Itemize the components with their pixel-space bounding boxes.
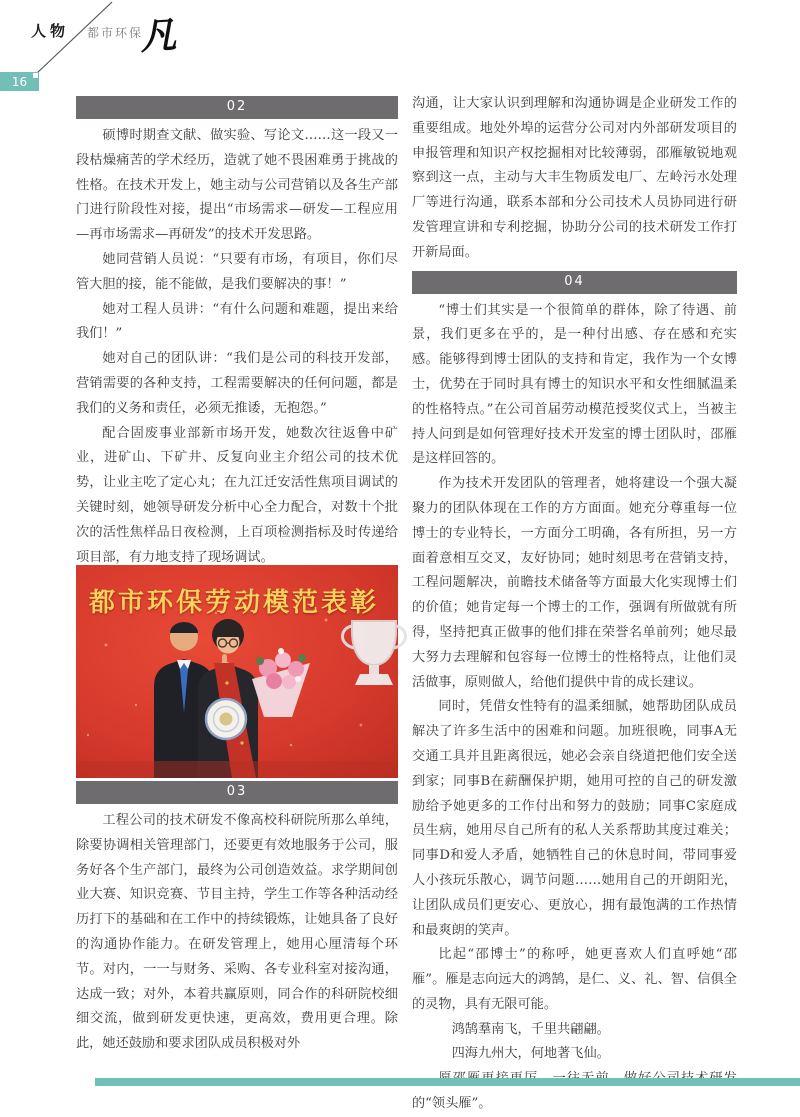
stage-floor: [76, 761, 398, 778]
tab-notch: [33, 73, 38, 78]
paragraph-closing: 的“领头雁”。: [412, 1096, 492, 1112]
paragraph: 同时，凭借女性特有的温柔细腻，她帮助团队成员解决了许多生活中的困难和问题。加班很晚，同事A无交通工具并且距离很远，她必会亲自绕道把他们安全送到家；同事B在薪酬保护期，她用可控的自己的研发激励给予她更多的工作付出和努力的鼓励；同事C家庭成员生病，她用尽自己所有的私人关系帮助其度过难关；同事D和爱人矛盾，她牺牲自己的休息时间，带同事爱人小孩玩乐散心，调节问题……她用自己的开朗阳光，让团队成员们更安心、更放心，拥有最饱满的工作热情和最爽朗的笑声。: [412, 699, 737, 938]
paragraph: 工程公司的技术研发不像高校科研院所那么单纯，除要协调相关管理部门，还要更有效地服务于公司，服务好各个生产部门，最终为公司创造效益。求学期间创业大赛、知识竞赛、节目主持，学生工作等各种活动经历打下的基础和在工作中的持续锻炼，让她具备了良好的沟通协作能力。在研发管理上，她用心厘清每个环节。对内，一一与财务、采购、各专业科室对接沟通，达成一致；对外，本着共赢原则，同合作的科研院校细细交流，做到研发更快速，更高效，费用更合理。除此，她还鼓励和要求团队成员积极对外: [76, 813, 398, 1052]
paragraph: 她同营销人员说：“只要有市场，有项目，你们尽管大胆的接，能不能做，是我们要解决的事！”: [76, 251, 398, 292]
award-plate: [206, 699, 246, 739]
poem-line: 鸿鹄羣南飞，千里共翩翩。: [451, 1021, 610, 1037]
right-column: [412, 92, 737, 1117]
footer-accent-bar: [95, 1078, 800, 1086]
left-column-section-02: [76, 96, 398, 570]
brand-logo-glyph: 凡: [138, 13, 178, 59]
section-03-header: 03: [76, 781, 398, 804]
left-column-section-03: [76, 781, 398, 1057]
page-number: 16: [11, 74, 28, 89]
paragraph: 她对工程人员讲：“有什么问题和难题，提出来给我们！”: [76, 301, 398, 342]
photo-banner-text: 都市环保劳动模范表彰: [89, 588, 380, 618]
section-04-header: 04: [412, 271, 737, 294]
paragraph: 配合固废事业部新市场开发，她数次往返鲁中矿业，进矿山、下矿井、反复向业主介绍公司的技术优势，让业主吃了定心丸；在九江迁安活性焦项目调试的关键时刻，她领导研发分析中心全力配合，对数十个批次的活性焦样品日夜检测，上百项检测指标及时传递给项目部，有力地支持了现场调试。: [76, 425, 398, 565]
paragraph: 比起“邵博士”的称呼，她更喜欢人们直呼她“邵雁”。雁是志向远大的鸿鹄，是仁、义、礼、智、信俱全的灵物，具有无限可能。: [412, 947, 737, 1012]
paragraph: 硕博时期查文献、做实验、写论文……这一段又一段枯燥痛苦的学术经历，造就了她不畏困难勇于挑战的性格。在技术开发上，她主动与公司营销以及各生产部门进行阶段性对接，提出“市场需求—研发—工程应用—再市场需求—再研发”的技术开发思路。: [76, 128, 398, 243]
paragraph: 作为技术开发团队的管理者，她将建设一个强大凝聚力的团队体现在工作的方方面面。她充分尊重每一位博士的专业特长，一方面分工明确，各有所担，另一方面着意相互交叉，友好协同；她时刻思考在营销支持，工程问题解决，前瞻技术储备等方面最大化实现博士们的价值；她肯定每一个博士的工作，强调有所做就有所得，坚持把真正做事的他们排在荣誉名单前列；她尽最大努力去理解和包容每一位博士的性格特点，让他们灵活做事，原则做人，给他们提供中肯的成长建议。: [412, 476, 737, 690]
section-kicker: 人物: [31, 22, 70, 40]
paragraph: “博士们其实是一个很简单的群体，除了待遇、前景，我们更多在乎的，是一种付出感、存在感和充实感。能够得到博士团队的支持和肯定，我作为一个女博士，优势在于同时具有博士的知识水平和女性细腻温柔的性格特点。”在公司首届劳动模范授奖仪式上，当被主持人问到是如何管理好技术开发室的博士团队时，邵雁是这样回答的。: [412, 302, 737, 467]
page-number-tab: [0, 72, 39, 91]
brand-name: 都市环保: [87, 26, 144, 40]
paragraph-continuation: 沟通，让大家认识到理解和沟通协调是企业研发工作的重要组成。地处外埠的运营分公司对内外部研发项目的申报管理和知识产权挖掘相对比较薄弱，邵雁敏锐地观察到这一点，主动与大丰生物质发电厂、左岭污水处理厂等进行沟通，联系本部和分公司技术人员协同进行研发管理宣讲和专利挖掘，协助分公司的技术研发工作打开新局面。: [412, 96, 737, 260]
section-02-header: 02: [76, 96, 398, 119]
paragraph: 她对自己的团队讲：“我们是公司的科技开发部，营销需要的各种支持，工程需要解决的任何问题，都是我们的义务和责任，必须无推诿，无抱怨。”: [76, 351, 398, 416]
poem-line: 四海九州大，何地著飞仙。: [451, 1046, 610, 1062]
award-photo: [76, 565, 398, 778]
